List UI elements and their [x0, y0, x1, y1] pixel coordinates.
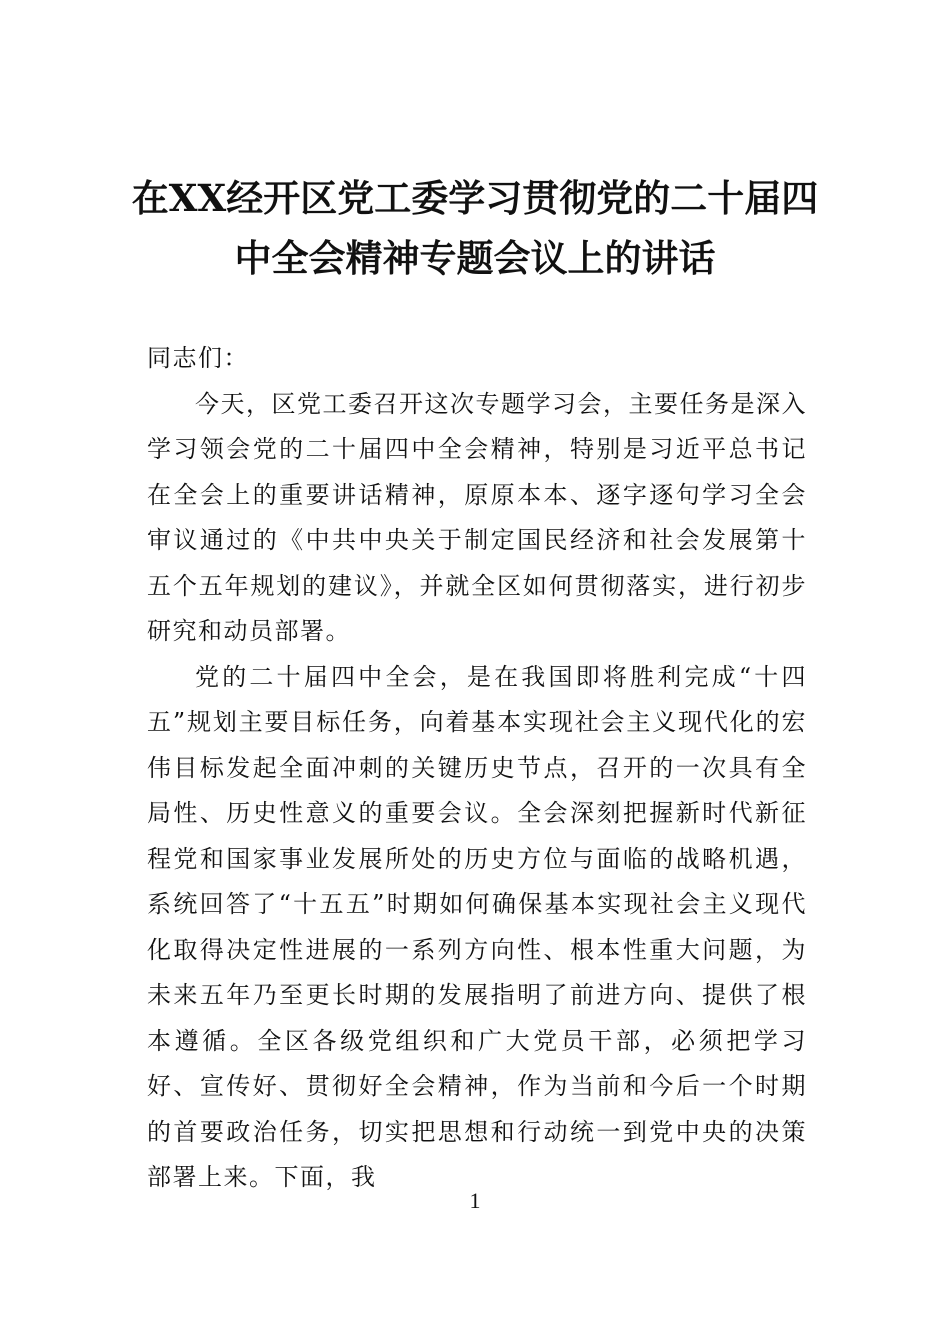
paragraph-1: 今天，区党工委召开这次专题学习会，主要任务是深入学习领会党的二十届四中全会精神，特别是习近平总书记在全会上的重要讲话精神，原原本本、逐字逐句学习全会审议通过的《中共中央关于制定国民经济和社会发展第十五个五年规划的建议》，并就全区如何贯彻落实，进行初步研究和动员部署。: [147, 389, 807, 645]
document-body: [147, 336, 807, 1201]
title-line-1: 在XX经开区党工委学习贯彻党的二十届四: [131, 176, 819, 220]
page-number: 1: [469, 1188, 481, 1213]
salutation: 同志们：: [147, 344, 249, 372]
document-title: [120, 168, 830, 288]
paragraph-2: 党的二十届四中全会，是在我国即将胜利完成“十四五”规划主要目标任务，向着基本实现社会主义现代化的宏伟目标发起全面冲刺的关键历史节点，召开的一次具有全局性、历史性意义的重要会议。全会深刻把握新时代新征程党和国家事业发展所处的历史方位与面临的战略机遇，系统回答了“十五五”时期如何确保基本实现社会主义现代化取得决定性进展的一系列方向性、根本性重大问题，为未来五年乃至更长时期的发展指明了前进方向、提供了根本遵循。全区各级党组织和广大党员干部，必须把学习好、宣传好、贯彻好全会精神，作为当前和今后一个时期的首要政治任务，切实把思想和行动统一到党中央的决策部署上来。下面，我: [147, 662, 807, 1191]
title-line-2: 中全会精神专题会议上的讲话: [234, 236, 716, 280]
